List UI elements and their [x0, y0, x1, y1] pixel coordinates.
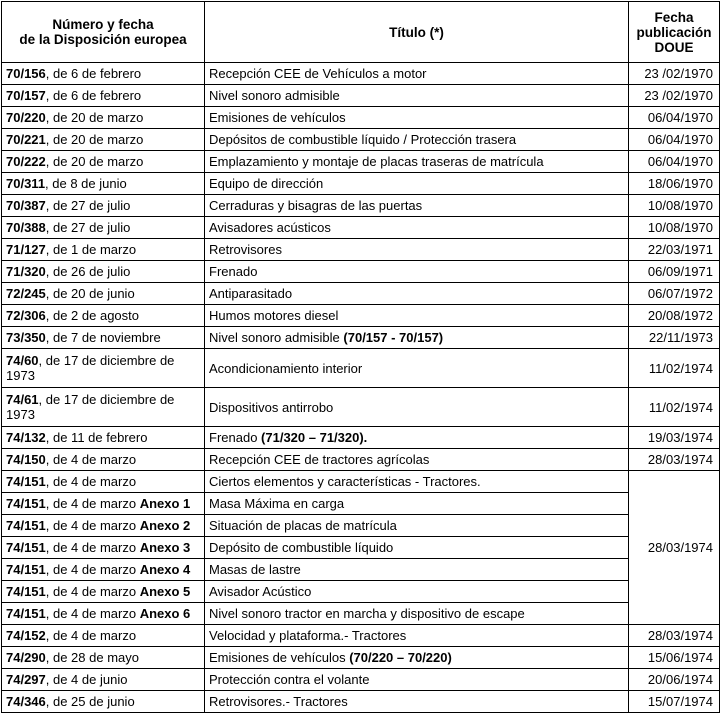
title-text: Frenado	[209, 430, 262, 445]
title-text: Cerraduras y bisagras de las puertas	[209, 198, 423, 213]
title-cell	[205, 107, 629, 129]
disposition-code: 74/152	[6, 628, 46, 643]
disposition-date: , de 1 de marzo	[45, 242, 137, 257]
disposition-code: 74/61	[6, 392, 39, 407]
annex-label: Anexo 5	[139, 584, 191, 599]
disposition-cell	[2, 581, 205, 603]
title-text: Antiparasitado	[209, 286, 293, 301]
title-text: Emplazamiento y montaje de placas traseras de matrícula	[209, 154, 544, 169]
table-row	[2, 647, 720, 669]
disposition-code: 74/151	[6, 474, 46, 489]
title-cell	[205, 305, 629, 327]
table-row	[2, 691, 720, 713]
title-cell	[205, 239, 629, 261]
title-text: Dispositivos antirrobo	[209, 399, 334, 415]
table-row	[2, 283, 720, 305]
publication-date-cell: 15/06/1974	[629, 647, 720, 669]
title-text: Avisadores acústicos	[209, 220, 331, 235]
annex-label: Anexo 1	[139, 496, 191, 511]
title-cell	[205, 691, 629, 713]
title-text: Ciertos elementos y características - Tractores.	[209, 474, 481, 489]
title-reference: (70/220 – 70/220)	[349, 650, 452, 665]
title-cell	[205, 515, 629, 537]
disposition-date: , de 4 de marzo	[45, 518, 140, 533]
disposition-date: , de 4 de marzo	[45, 496, 140, 511]
disposition-date: , de 4 de marzo	[45, 562, 140, 577]
title-cell	[205, 471, 629, 493]
publication-date-cell: 11/02/1974	[629, 349, 720, 388]
title-cell	[205, 63, 629, 85]
disposition-date: , de 2 de agosto	[45, 308, 140, 323]
disposition-cell	[2, 515, 205, 537]
publication-date-cell: 06/09/1971	[629, 261, 720, 283]
disposition-date: , de 17 de diciembre de 1973	[6, 353, 175, 383]
table-row	[2, 107, 720, 129]
table-row	[2, 151, 720, 173]
table-row	[2, 559, 720, 581]
disposition-code: 74/290	[6, 650, 46, 665]
disposition-code: 74/151	[6, 496, 46, 511]
disposition-cell	[2, 449, 205, 471]
table-row	[2, 449, 720, 471]
disposition-code: 72/306	[6, 308, 46, 323]
title-cell	[205, 283, 629, 305]
title-text: Humos motores diesel	[209, 308, 339, 323]
title-text: Situación de placas de matrícula	[209, 518, 397, 533]
disposition-code: 74/151	[6, 584, 46, 599]
title-reference: (71/320 – 71/320).	[261, 430, 368, 445]
disposition-code: 71/127	[6, 242, 46, 257]
disposition-code: 74/150	[6, 452, 46, 467]
disposition-cell	[2, 669, 205, 691]
disposition-date: , de 7 de noviembre	[45, 330, 161, 345]
disposition-date: , de 11 de febrero	[45, 430, 148, 445]
disposition-cell	[2, 559, 205, 581]
title-cell	[205, 327, 629, 349]
directives-table	[1, 1, 720, 713]
disposition-code: 70/221	[6, 132, 46, 147]
title-text: Emisiones de vehículos	[209, 110, 346, 125]
publication-date-cell: 10/08/1970	[629, 217, 720, 239]
disposition-date: , de 4 de marzo	[45, 584, 140, 599]
disposition-cell	[2, 493, 205, 515]
disposition-date: , de 6 de febrero	[45, 88, 142, 103]
table-row	[2, 581, 720, 603]
publication-date-cell: 06/07/1972	[629, 283, 720, 305]
title-cell	[205, 603, 629, 625]
title-cell	[205, 625, 629, 647]
publication-date-cell: 22/03/1971	[629, 239, 720, 261]
title-text: Acondicionamiento interior	[209, 360, 363, 376]
disposition-cell	[2, 349, 205, 388]
table-row	[2, 217, 720, 239]
annex-label: Anexo 2	[139, 518, 191, 533]
disposition-code: 71/320	[6, 264, 46, 279]
disposition-cell	[2, 283, 205, 305]
disposition-cell	[2, 129, 205, 151]
table-row	[2, 515, 720, 537]
annex-label: Anexo 3	[139, 540, 191, 555]
disposition-date: , de 4 de junio	[45, 672, 128, 687]
disposition-code: 74/346	[6, 694, 46, 709]
table-row	[2, 625, 720, 647]
disposition-code: 74/132	[6, 430, 46, 445]
title-cell	[205, 669, 629, 691]
title-cell	[205, 388, 629, 427]
table-row	[2, 349, 720, 388]
disposition-code: 70/387	[6, 198, 46, 213]
title-text: Protección contra el volante	[209, 672, 370, 687]
publication-date-cell: 11/02/1974	[629, 388, 720, 427]
disposition-code: 74/151	[6, 606, 46, 621]
table-row	[2, 129, 720, 151]
disposition-cell	[2, 173, 205, 195]
table-row	[2, 493, 720, 515]
title-text: Masas de lastre	[209, 562, 301, 577]
header-row	[2, 2, 720, 63]
title-cell	[205, 195, 629, 217]
disposition-date: , de 4 de marzo	[45, 452, 137, 467]
publication-date-cell: 28/03/1974	[629, 449, 720, 471]
title-cell	[205, 559, 629, 581]
table-row	[2, 85, 720, 107]
title-cell	[205, 85, 629, 107]
disposition-date: , de 20 de marzo	[45, 110, 144, 125]
table-row	[2, 388, 720, 427]
title-cell	[205, 647, 629, 669]
disposition-cell	[2, 647, 205, 669]
disposition-cell	[2, 691, 205, 713]
table-row	[2, 63, 720, 85]
publication-date-cell: 06/04/1970	[629, 129, 720, 151]
table-row	[2, 305, 720, 327]
publication-date-cell: 28/03/1974	[629, 625, 720, 647]
publication-date-cell: 18/06/1970	[629, 173, 720, 195]
publication-date-cell: 22/11/1973	[629, 327, 720, 349]
disposition-date: , de 26 de julio	[45, 264, 131, 279]
title-cell	[205, 427, 629, 449]
disposition-date: , de 6 de febrero	[45, 66, 142, 81]
publication-date-cell: 06/04/1970	[629, 107, 720, 129]
disposition-cell	[2, 239, 205, 261]
title-text: Recepción CEE de tractores agrícolas	[209, 452, 430, 467]
disposition-date: , de 27 de julio	[45, 220, 131, 235]
table-row	[2, 239, 720, 261]
title-text: Nivel sonoro admisible	[209, 88, 340, 103]
disposition-cell	[2, 625, 205, 647]
disposition-date: , de 20 de marzo	[45, 132, 144, 147]
disposition-date: , de 8 de junio	[45, 176, 127, 191]
title-text: Retrovisores	[209, 242, 282, 257]
disposition-code: 70/157	[6, 88, 46, 103]
disposition-code: 74/151	[6, 518, 46, 533]
disposition-code: 70/220	[6, 110, 46, 125]
title-text: Emisiones de vehículos	[209, 650, 350, 665]
title-text: Equipo de dirección	[209, 176, 324, 191]
title-text: Avisador Acústico	[209, 584, 312, 599]
disposition-cell	[2, 305, 205, 327]
annex-label: Anexo 6	[139, 606, 191, 621]
table-row	[2, 471, 720, 493]
publication-date-cell: 23 /02/1970	[629, 63, 720, 85]
table-row	[2, 195, 720, 217]
disposition-cell	[2, 603, 205, 625]
title-text: Nivel sonoro admisible	[209, 330, 344, 345]
title-text: Nivel sonoro tractor en marcha y dispositivo de escape	[209, 606, 525, 621]
disposition-date: , de 4 de marzo	[45, 474, 137, 489]
title-text: Masa Máxima en carga	[209, 496, 345, 511]
title-text: Depósitos de combustible líquido / Protección trasera	[209, 132, 517, 147]
disposition-cell	[2, 217, 205, 239]
disposition-cell	[2, 388, 205, 427]
title-text: Depósito de combustible líquido	[209, 540, 394, 555]
disposition-date: , de 20 de marzo	[45, 154, 144, 169]
header-publication-date: Fecha publicación DOUE	[629, 2, 720, 63]
table-row	[2, 603, 720, 625]
title-text: Recepción CEE de Vehículos a motor	[209, 66, 427, 81]
publication-date-cell: 20/08/1972	[629, 305, 720, 327]
disposition-code: 74/297	[6, 672, 46, 687]
table-row	[2, 427, 720, 449]
title-cell	[205, 581, 629, 603]
disposition-code: 70/388	[6, 220, 46, 235]
title-cell	[205, 217, 629, 239]
disposition-date: , de 4 de marzo	[45, 628, 137, 643]
disposition-date: , de 28 de mayo	[45, 650, 139, 665]
disposition-cell	[2, 537, 205, 559]
publication-date-cell: 15/07/1974	[629, 691, 720, 713]
disposition-cell	[2, 107, 205, 129]
table-row	[2, 261, 720, 283]
disposition-cell	[2, 85, 205, 107]
publication-date-cell: 06/04/1970	[629, 151, 720, 173]
disposition-cell	[2, 63, 205, 85]
table-body	[2, 63, 720, 713]
title-cell	[205, 173, 629, 195]
publication-date-cell: 28/03/1974	[629, 471, 720, 625]
publication-date-cell: 20/06/1974	[629, 669, 720, 691]
table-row	[2, 537, 720, 559]
disposition-cell	[2, 427, 205, 449]
header-title: Título (*)	[205, 2, 629, 63]
disposition-cell	[2, 471, 205, 493]
title-cell	[205, 261, 629, 283]
table-row	[2, 669, 720, 691]
title-cell	[205, 129, 629, 151]
disposition-date: , de 4 de marzo	[45, 606, 140, 621]
title-cell	[205, 349, 629, 388]
disposition-code: 73/350	[6, 330, 46, 345]
publication-date-cell: 23 /02/1970	[629, 85, 720, 107]
title-cell	[205, 151, 629, 173]
disposition-cell	[2, 151, 205, 173]
disposition-date: , de 20 de junio	[45, 286, 135, 301]
title-cell	[205, 537, 629, 559]
title-text: Retrovisores.- Tractores	[209, 694, 348, 709]
table-row	[2, 327, 720, 349]
disposition-code: 74/60	[6, 353, 39, 368]
disposition-date: , de 25 de junio	[45, 694, 135, 709]
disposition-date: , de 4 de marzo	[45, 540, 140, 555]
title-text: Velocidad y plataforma.- Tractores	[209, 628, 407, 643]
disposition-code: 74/151	[6, 562, 46, 577]
annex-label: Anexo 4	[139, 562, 191, 577]
disposition-cell	[2, 195, 205, 217]
disposition-cell	[2, 261, 205, 283]
title-reference: (70/157 - 70/157)	[343, 330, 444, 345]
disposition-date: , de 27 de julio	[45, 198, 131, 213]
disposition-cell	[2, 327, 205, 349]
table-row	[2, 173, 720, 195]
publication-date-cell: 19/03/1974	[629, 427, 720, 449]
disposition-code: 70/311	[6, 176, 46, 191]
title-cell	[205, 493, 629, 515]
disposition-code: 74/151	[6, 540, 46, 555]
publication-date-cell: 10/08/1970	[629, 195, 720, 217]
header-number-date: Número y fecha de la Disposición europea	[2, 2, 205, 63]
disposition-code: 72/245	[6, 286, 46, 301]
title-text: Frenado	[209, 264, 258, 279]
disposition-code: 70/222	[6, 154, 46, 169]
disposition-code: 70/156	[6, 66, 46, 81]
title-cell	[205, 449, 629, 471]
disposition-date: , de 17 de diciembre de 1973	[6, 392, 175, 422]
